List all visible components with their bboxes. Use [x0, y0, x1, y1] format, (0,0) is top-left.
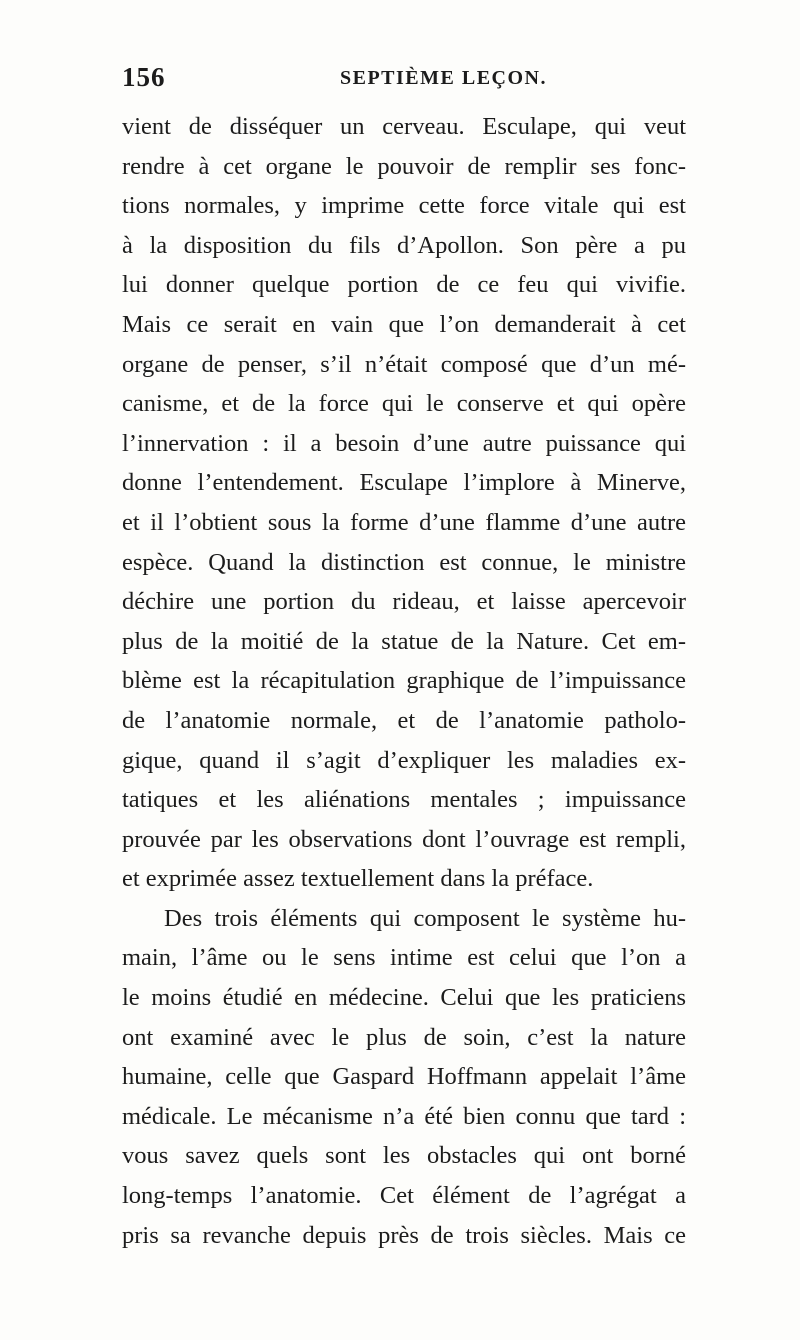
text-line: à la disposition du fils d’Apollon. Son père a pu: [122, 231, 686, 259]
text-line: humaine, celle que Gaspard Hoffmann appelait l’âme: [122, 1063, 686, 1091]
text-line: prouvée par les observations dont l’ouvrage est rempli,: [122, 825, 686, 853]
text-line: Des trois éléments qui composent le système hu-: [164, 904, 686, 932]
text-line: rendre à cet organe le pouvoir de remplir ses fonc-: [122, 152, 686, 180]
text-line: main, l’âme ou le sens intime est celui que l’on a: [122, 944, 686, 972]
text-line: gique, quand il s’agit d’expliquer les maladies ex-: [122, 746, 686, 774]
text-line: blème est la récapitulation graphique de l’impuissance: [122, 667, 686, 695]
text-line: médicale. Le mécanisme n’a été bien connu que tard :: [122, 1102, 686, 1130]
text-line: lui donner quelque portion de ce feu qui vivifie.: [122, 271, 686, 299]
page-number: 156: [122, 62, 166, 92]
page-header: [122, 62, 682, 98]
text-line: plus de la moitié de la statue de la Nature. Cet em-: [122, 627, 686, 655]
text-line: long-temps l’anatomie. Cet élément de l’agrégat a: [122, 1182, 686, 1210]
text-line: donne l’entendement. Esculape l’implore à Minerve,: [122, 469, 686, 497]
text-line: vient de disséquer un cerveau. Esculape, qui veut: [122, 113, 686, 140]
text-line: le moins étudié en médecine. Celui que les praticiens: [122, 984, 686, 1012]
text-line: l’innervation : il a besoin d’une autre puissance qui: [122, 429, 686, 457]
text-line: ont examiné avec le plus de soin, c’est la nature: [122, 1023, 686, 1051]
text-line: organe de penser, s’il n’était composé que d’un mé-: [122, 350, 686, 378]
text-line: vous savez quels sont les obstacles qui ont borné: [122, 1142, 686, 1170]
text-line: Mais ce serait en vain que l’on demanderait à cet: [122, 310, 686, 338]
text-line: tions normales, y imprime cette force vitale qui est: [122, 192, 686, 220]
text-line: et il l’obtient sous la forme d’une flamme d’une autre: [122, 508, 686, 536]
text-line: et exprimée assez textuellement dans la préface.: [122, 865, 594, 893]
body-text: [122, 107, 686, 1255]
text-line: canisme, et de la force qui le conserve et qui opère: [122, 390, 686, 418]
running-head: SEPTIÈME LEÇON.: [340, 67, 547, 89]
text-line: déchire une portion du rideau, et laisse apercevoir: [122, 588, 686, 616]
text-line: pris sa revanche depuis près de trois siècles. Mais ce: [122, 1221, 686, 1249]
text-line: tatiques et les aliénations mentales ; impuissance: [122, 786, 686, 814]
text-line: de l’anatomie normale, et de l’anatomie patholo-: [122, 706, 686, 734]
text-line: espèce. Quand la distinction est connue, le ministre: [122, 548, 686, 576]
